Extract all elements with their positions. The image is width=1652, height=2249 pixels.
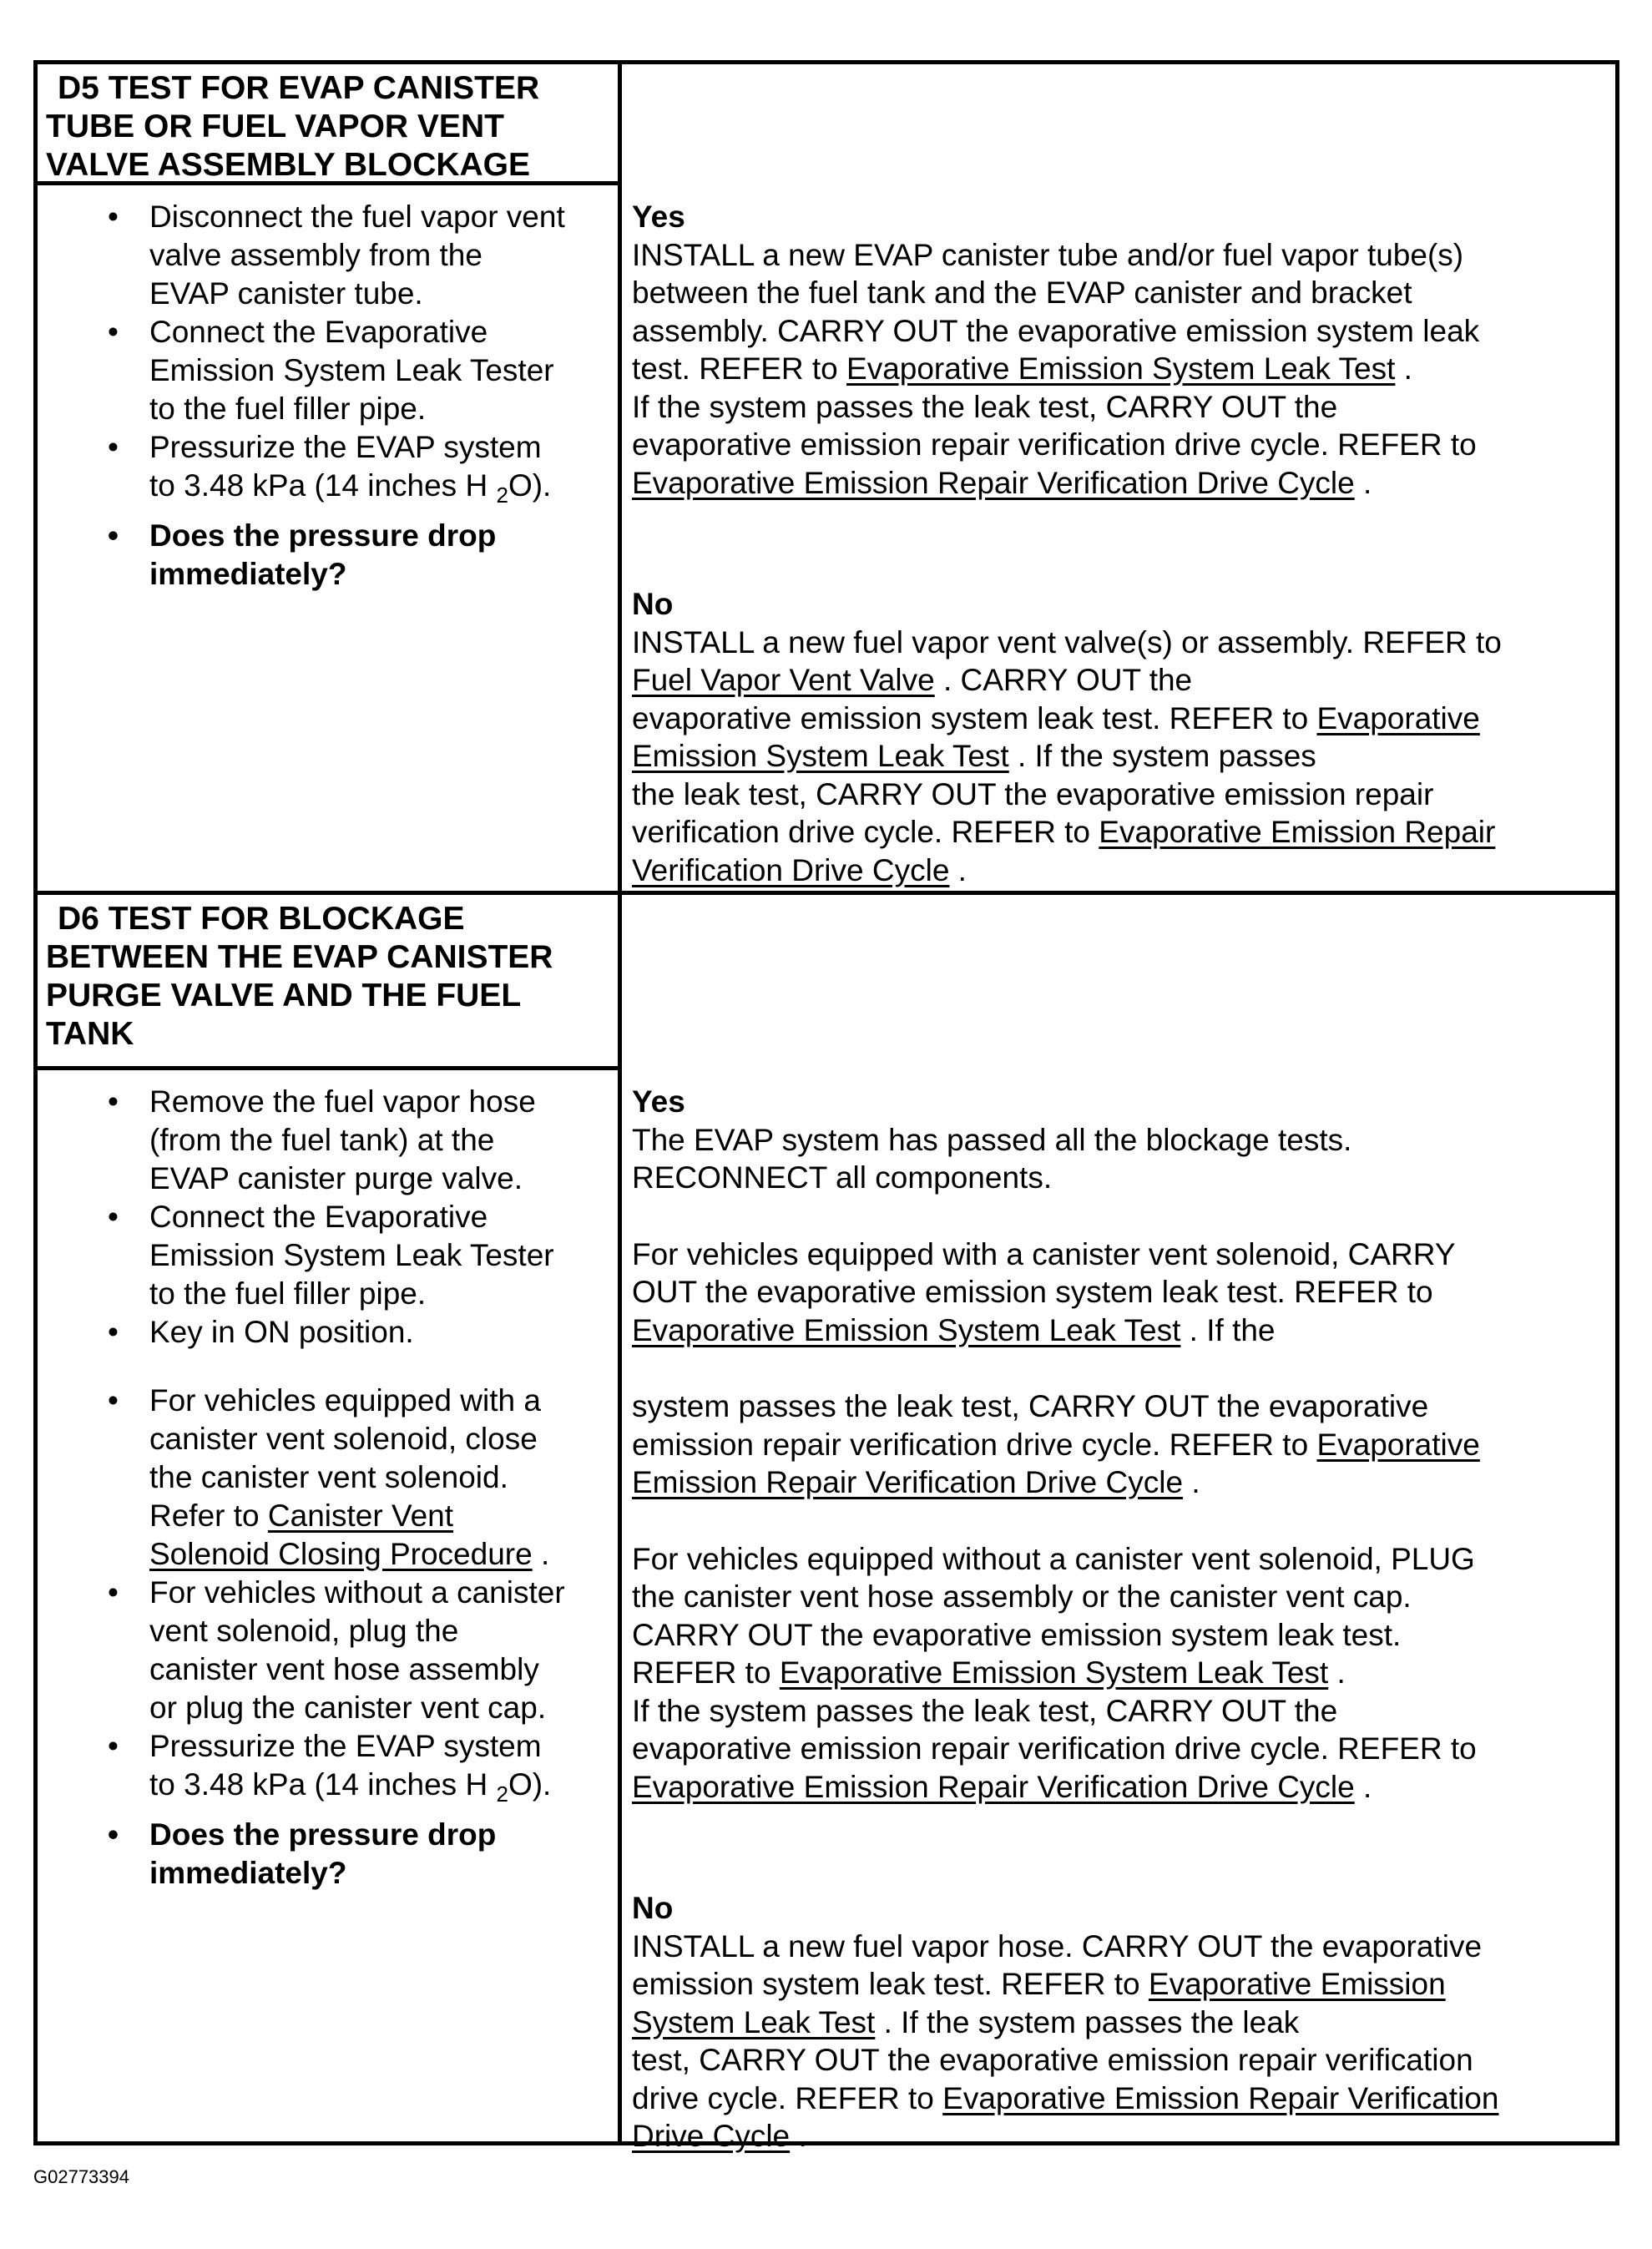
step-text-part: to 3.48 kPa (14 inches H	[149, 1767, 497, 1802]
question-text: • Does the pressure drop	[149, 1817, 497, 1852]
step-text: vent solenoid, plug the	[149, 1614, 459, 1648]
drive-cycle-link[interactable]: Evaporative	[1316, 1427, 1480, 1462]
step-text: • Pressurize the EVAP system	[149, 430, 542, 464]
step-text: or plug the canister vent cap.	[149, 1691, 547, 1725]
step-text-part: O).	[508, 468, 552, 503]
drive-cycle-link[interactable]: Drive Cycle	[632, 2119, 791, 2153]
drive-cycle-link[interactable]: Evaporative Emission Repair	[1099, 815, 1496, 849]
procedure-table	[33, 60, 1619, 2153]
response-text: INSTALL a new fuel vapor hose. CARRY OUT the evaporative	[632, 1928, 1483, 1963]
response-text	[632, 2004, 1615, 2042]
leak-test-link[interactable]: Evaporative Emission System Leak Test	[846, 351, 1396, 386]
response-text: For vehicles equipped without a canister vent solenoid, PLUG	[632, 1541, 1475, 1576]
response-text: CARRY OUT the evaporative emission system leak test.	[632, 1617, 1402, 1652]
step-text: • Connect the Evaporative	[149, 1200, 488, 1234]
response-text	[632, 2080, 1615, 2118]
d5-title	[38, 64, 618, 181]
text: .	[1395, 351, 1412, 386]
text: verification drive cycle. REFER to	[632, 815, 1099, 849]
leak-test-link[interactable]: Evaporative Emission	[1148, 1967, 1446, 2001]
step-text	[149, 1497, 618, 1535]
subscript: 2	[496, 483, 508, 508]
step-text: • Key in ON position.	[149, 1315, 414, 1349]
no-label: No	[632, 587, 674, 621]
text: evaporative emission system leak test. REFER to	[632, 700, 1317, 735]
d5-steps	[38, 198, 618, 594]
step-text: • For vehicles equipped with a	[149, 1383, 541, 1418]
question-text: immediately?	[149, 1856, 347, 1890]
d5-title-line: D5 TEST FOR EVAP CANISTER	[58, 70, 540, 106]
text: REFER to	[632, 1655, 780, 1690]
leak-test-link[interactable]: Emission System Leak Test	[632, 739, 1009, 773]
response-text: If the system passes the leak test, CARRY OUT the	[632, 1693, 1338, 1728]
response-text	[632, 464, 1615, 503]
list-item	[38, 1382, 618, 1574]
response-text: evaporative emission repair verification drive cycle. REFER to	[632, 427, 1477, 462]
response-text: test, CARRY OUT the evaporative emission repair verification	[632, 2043, 1473, 2077]
response-text: OUT the evaporative emission system leak test. REFER to	[632, 1275, 1433, 1309]
text: . If the system passes the leak	[875, 2004, 1300, 2039]
step-text: (from the fuel tank) at the	[149, 1123, 495, 1157]
list-item	[38, 1727, 618, 1807]
response-text: RECONNECT all components.	[632, 1160, 1053, 1195]
response-text: assembly. CARRY OUT the evaporative emission system leak	[632, 313, 1480, 348]
step-text: • Disconnect the fuel vapor vent	[149, 200, 565, 234]
no-label: No	[632, 1891, 674, 1925]
step-text: canister vent solenoid, close	[149, 1422, 538, 1456]
response-text: If the system passes the leak test, CARRY OUT the	[632, 389, 1338, 424]
step-text: Emission System Leak Tester	[149, 1238, 554, 1272]
text: . CARRY OUT the	[934, 663, 1193, 697]
list-item-question	[38, 1816, 618, 1893]
drive-cycle-link[interactable]: Evaporative Emission Repair Verification Drive Cycle	[632, 465, 1355, 500]
response-text: The EVAP system has passed all the blockage tests.	[632, 1122, 1352, 1157]
response-text: evaporative emission repair verification drive cycle. REFER to	[632, 1731, 1477, 1766]
step-text: • For vehicles without a canister	[149, 1575, 565, 1610]
step-text: • Pressurize the EVAP system	[149, 1729, 542, 1763]
response-text: INSTALL a new fuel vapor vent valve(s) or assembly. REFER to	[632, 624, 1502, 660]
leak-test-link[interactable]: Evaporative	[1316, 700, 1480, 735]
list-item	[38, 1313, 618, 1352]
response-text: the canister vent hose assembly or the canister vent cap.	[632, 1579, 1412, 1614]
leak-test-link[interactable]: System Leak Test	[632, 2004, 876, 2039]
d5-title-line: TUBE OR FUEL VAPOR VENT	[46, 109, 504, 144]
step-text: EVAP canister tube.	[149, 276, 423, 311]
step-text	[149, 467, 618, 508]
step-text-part: O).	[508, 1767, 552, 1802]
text: .	[1354, 1769, 1372, 1804]
response-text: system passes the leak test, CARRY OUT the evaporative	[632, 1389, 1429, 1423]
response-text	[632, 1654, 1615, 1692]
d6-title	[38, 895, 618, 1066]
response-text: For vehicles equipped with a canister vent solenoid, CARRY	[632, 1236, 1456, 1271]
leak-test-link[interactable]: Evaporative Emission System Leak Test	[779, 1655, 1329, 1690]
text: emission repair verification drive cycle. REFER to	[632, 1427, 1317, 1462]
text: .	[790, 2119, 807, 2153]
text: . If the system passes	[1008, 739, 1316, 773]
text: .	[1183, 1465, 1200, 1499]
step-text: Emission System Leak Tester	[149, 353, 554, 387]
d5-responses	[622, 198, 1615, 889]
step-text	[149, 1535, 618, 1574]
list-item	[38, 1198, 618, 1313]
list-item	[38, 313, 618, 428]
drive-cycle-link[interactable]: Evaporative Emission Repair Verification	[942, 2080, 1499, 2115]
d6-title-line: D6 TEST FOR BLOCKAGE	[58, 901, 465, 937]
text: .	[1354, 465, 1372, 500]
response-text: INSTALL a new EVAP canister tube and/or fuel vapor tube(s)	[632, 237, 1464, 272]
question-text: • Does the pressure drop	[149, 518, 497, 553]
drive-cycle-link[interactable]: Evaporative Emission Repair Verification Drive Cycle	[632, 1769, 1355, 1804]
step-text: valve assembly from the	[149, 238, 482, 272]
figure-id: G02773394	[33, 2166, 129, 2187]
step-text	[149, 1766, 618, 1807]
list-item	[38, 198, 618, 313]
response-text	[632, 813, 1615, 852]
d6-title-line: PURGE VALVE AND THE FUEL	[46, 978, 522, 1013]
step-text-part: to 3.48 kPa (14 inches H	[149, 468, 497, 503]
d6-steps	[38, 1083, 618, 1893]
leak-test-link[interactable]: Evaporative Emission System Leak Test	[632, 1312, 1181, 1347]
question-text: immediately?	[149, 557, 347, 591]
yes-label: Yes	[632, 1084, 685, 1119]
response-text	[632, 350, 1615, 388]
drive-cycle-link[interactable]: Emission Repair Verification Drive Cycle	[632, 1465, 1184, 1499]
step-text: to the fuel filler pipe.	[149, 392, 427, 426]
response-text	[632, 661, 1615, 700]
list-item-question	[38, 517, 618, 594]
step-text: EVAP canister purge valve.	[149, 1161, 523, 1195]
d6-header-divider	[38, 1066, 622, 1070]
text: drive cycle. REFER to	[632, 2080, 943, 2115]
response-text	[632, 1426, 1615, 1464]
d6-responses	[622, 1083, 1615, 2156]
response-text	[632, 1311, 1615, 1350]
step-text: to the fuel filler pipe.	[149, 1276, 427, 1311]
d6-title-line: TANK	[46, 1016, 134, 1052]
text: Refer to	[149, 1498, 268, 1533]
response-text: the leak test, CARRY OUT the evaporative emission repair	[632, 776, 1434, 811]
response-text	[632, 1768, 1615, 1807]
vent-valve-link[interactable]: Fuel Vapor Vent Valve	[632, 663, 935, 697]
text: test. REFER to	[632, 351, 847, 386]
text: .	[1328, 1655, 1346, 1690]
response-text	[632, 2117, 1615, 2156]
response-text	[632, 1463, 1615, 1502]
response-text	[632, 852, 1615, 890]
closing-procedure-link[interactable]: Canister Vent	[267, 1498, 454, 1533]
d6-title-line: BETWEEN THE EVAP CANISTER	[46, 939, 553, 975]
list-item	[38, 1574, 618, 1727]
text: .	[949, 852, 967, 887]
response-text: between the fuel tank and the EVAP canister and bracket	[632, 275, 1412, 310]
response-text	[632, 700, 1615, 738]
response-text	[632, 737, 1615, 776]
step-text: the canister vent solenoid.	[149, 1460, 508, 1494]
list-item	[38, 428, 618, 508]
closing-procedure-link[interactable]: Solenoid Closing Procedure	[149, 1537, 533, 1571]
yes-label: Yes	[632, 200, 685, 234]
d5-title-line: VALVE ASSEMBLY BLOCKAGE	[46, 147, 531, 183]
step-text: • Connect the Evaporative	[149, 315, 488, 349]
drive-cycle-link[interactable]: Verification Drive Cycle	[632, 852, 950, 887]
step-text: • Remove the fuel vapor hose	[149, 1084, 536, 1119]
response-text	[632, 1965, 1615, 2004]
text: .	[532, 1537, 550, 1571]
step-text: canister vent hose assembly	[149, 1652, 539, 1686]
text: emission system leak test. REFER to	[632, 1967, 1149, 2001]
text: . If the	[1180, 1312, 1276, 1347]
subscript: 2	[496, 1782, 508, 1807]
list-item	[38, 1083, 618, 1198]
